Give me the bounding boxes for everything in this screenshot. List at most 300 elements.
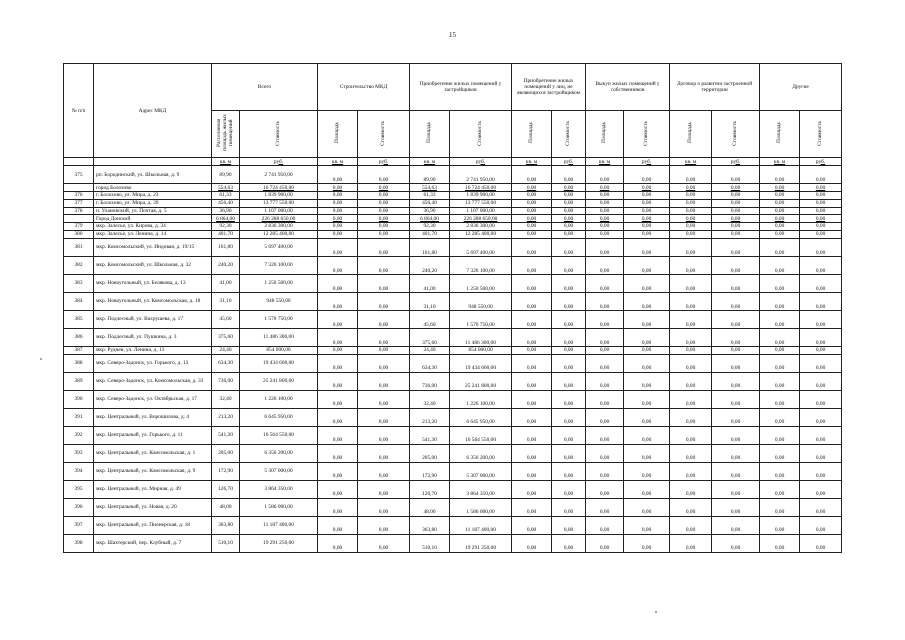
- development-area: 0,00: [670, 166, 712, 184]
- buyout-cost: 0,00: [624, 184, 670, 192]
- unit-cell: [94, 158, 212, 166]
- construction-area: 0,00: [318, 354, 358, 372]
- row-number: 375: [64, 166, 94, 184]
- subheader-cost: Стоимость: [240, 111, 318, 158]
- subheader-cost: Стоимость: [624, 111, 670, 158]
- unit-area: кв. м: [760, 158, 800, 166]
- buyout-area: 0,00: [586, 215, 624, 223]
- construction-area: 0,00: [318, 256, 358, 274]
- construction-cost: 0,00: [358, 328, 410, 346]
- total-cost: 11 486 300,00: [240, 328, 318, 346]
- total-area: 510,10: [212, 534, 240, 552]
- buyout-cost: 0,00: [624, 346, 670, 354]
- construction-cost: 0,00: [358, 426, 410, 444]
- purchase-nondev-area: 0,00: [512, 199, 552, 207]
- row-address: мкр. Центральный, ул. Комсомольская, д. 9: [94, 462, 212, 480]
- unit-rub: руб.: [240, 158, 318, 166]
- total-cost: 854 000,00: [240, 346, 318, 354]
- subheader-cost: Стоимость: [800, 111, 842, 158]
- row-number: 384: [64, 292, 94, 310]
- row-address: п. Улановский, ул. Почтая, д. 5: [94, 207, 212, 215]
- construction-cost: 0,00: [358, 215, 410, 223]
- housing-table: [63, 63, 842, 553]
- development-area: 0,00: [670, 354, 712, 372]
- other-area: 0,00: [760, 328, 800, 346]
- development-area: 0,00: [670, 256, 712, 274]
- other-area: 0,00: [760, 199, 800, 207]
- construction-cost: 0,00: [358, 166, 410, 184]
- development-area: 0,00: [670, 292, 712, 310]
- purchase-dev-area: 375,60: [410, 328, 450, 346]
- other-area: 0,00: [760, 354, 800, 372]
- development-cost: 0,00: [712, 516, 760, 534]
- other-cost: 0,00: [800, 274, 842, 292]
- purchase-nondev-area: 0,00: [512, 534, 552, 552]
- development-area: 0,00: [670, 346, 712, 354]
- row-address: мкр. Центральный, ул. Комсомольская, д. 1: [94, 444, 212, 462]
- total-cost: 5 697 400,00: [240, 238, 318, 256]
- total-cost: 1 570 750,00: [240, 310, 318, 328]
- total-area: 161,80: [212, 238, 240, 256]
- purchase-nondev-cost: 0,00: [552, 199, 586, 207]
- other-area: 0,00: [760, 480, 800, 498]
- construction-cost: 0,00: [358, 238, 410, 256]
- buyout-area: 0,00: [586, 408, 624, 426]
- row-address: Город Донской: [94, 215, 212, 223]
- purchase-dev-cost: 854 000,00: [450, 346, 512, 354]
- row-number: 380: [64, 230, 94, 238]
- row-address: мкр. Северо-Задонск, ул. Октябрьская, д. 17: [94, 390, 212, 408]
- purchase-nondev-cost: 0,00: [552, 354, 586, 372]
- other-cost: 0,00: [800, 192, 842, 200]
- row-address: мкр. Центральный, ул. Новая, д. 20: [94, 498, 212, 516]
- row-number: 394: [64, 462, 94, 480]
- purchase-nondev-area: 0,00: [512, 516, 552, 534]
- total-cost: 16 564 550,00: [240, 426, 318, 444]
- purchase-dev-area: 363,80: [410, 516, 450, 534]
- purchase-nondev-cost: 0,00: [552, 480, 586, 498]
- table-body: [64, 166, 842, 552]
- buyout-cost: 0,00: [624, 166, 670, 184]
- construction-area: 0,00: [318, 516, 358, 534]
- purchase-dev-cost: 2 741 950,00: [450, 166, 512, 184]
- header-buyout: Выкуп жилых помещений у собственников: [586, 64, 670, 111]
- construction-cost: 0,00: [358, 184, 410, 192]
- total-cost: 1 839 900,00: [240, 192, 318, 200]
- other-area: 0,00: [760, 207, 800, 215]
- header-purchase-non-developers: Приобретение жилых помещений у лиц, не являющихся застройщиком: [512, 64, 586, 111]
- row-address: мкр. Центральный, ул. Пионерская, д. 18: [94, 516, 212, 534]
- other-area: 0,00: [760, 274, 800, 292]
- construction-cost: 0,00: [358, 310, 410, 328]
- row-number: 379: [64, 223, 94, 231]
- purchase-dev-area: 92,30: [410, 223, 450, 231]
- purchase-dev-area: 36,90: [410, 207, 450, 215]
- other-cost: 0,00: [800, 462, 842, 480]
- construction-area: 0,00: [318, 408, 358, 426]
- buyout-cost: 0,00: [624, 444, 670, 462]
- purchase-dev-cost: 1 226 100,00: [450, 390, 512, 408]
- purchase-dev-area: 456,40: [410, 199, 450, 207]
- purchase-nondev-area: 0,00: [512, 426, 552, 444]
- total-cost: 19 291 250,00: [240, 534, 318, 552]
- total-area: 401,70: [212, 230, 240, 238]
- unit-rub: руб.: [712, 158, 760, 166]
- purchase-dev-area: 6 864,00: [410, 215, 450, 223]
- row-address: мкр. Северо-Задонск, ул. Горького, д. 13: [94, 354, 212, 372]
- row-number: 376: [64, 192, 94, 200]
- table-row: [64, 292, 842, 310]
- subheader-area: Площадь: [318, 111, 358, 158]
- buyout-area: 0,00: [586, 346, 624, 354]
- total-area: 45,60: [212, 310, 240, 328]
- construction-cost: 0,00: [358, 223, 410, 231]
- table-row: [64, 346, 842, 354]
- construction-cost: 0,00: [358, 207, 410, 215]
- unit-area: кв. м: [212, 158, 240, 166]
- row-number: 397: [64, 516, 94, 534]
- total-cost: 19 434 600,00: [240, 354, 318, 372]
- buyout-area: 0,00: [586, 199, 624, 207]
- row-address: мкр. Центральный, ул. Ворошилова, д. 4: [94, 408, 212, 426]
- construction-area: 0,00: [318, 534, 358, 552]
- construction-area: 0,00: [318, 346, 358, 354]
- row-number: 391: [64, 408, 94, 426]
- row-address: рп. Бородинский, ул. Школьная, д. 9: [94, 166, 212, 184]
- purchase-dev-cost: 16 564 550,00: [450, 426, 512, 444]
- purchase-dev-area: 32,40: [410, 390, 450, 408]
- other-cost: 0,00: [800, 238, 842, 256]
- construction-area: 0,00: [318, 166, 358, 184]
- other-cost: 0,00: [800, 166, 842, 184]
- purchase-nondev-cost: 0,00: [552, 215, 586, 223]
- purchase-dev-area: 126,70: [410, 480, 450, 498]
- construction-area: 0,00: [318, 390, 358, 408]
- buyout-cost: 0,00: [624, 372, 670, 390]
- construction-area: 0,00: [318, 274, 358, 292]
- buyout-area: 0,00: [586, 516, 624, 534]
- total-area: 456,40: [212, 199, 240, 207]
- purchase-nondev-cost: 0,00: [552, 426, 586, 444]
- table-row: [64, 480, 842, 498]
- buyout-area: 0,00: [586, 184, 624, 192]
- purchase-nondev-cost: 0,00: [552, 292, 586, 310]
- subheader-cost: Стоимость: [450, 111, 512, 158]
- buyout-area: 0,00: [586, 534, 624, 552]
- row-number: 385: [64, 310, 94, 328]
- other-area: 0,00: [760, 444, 800, 462]
- construction-cost: 0,00: [358, 480, 410, 498]
- development-cost: 0,00: [712, 346, 760, 354]
- purchase-nondev-area: 0,00: [512, 346, 552, 354]
- development-cost: 0,00: [712, 199, 760, 207]
- total-area: 240,20: [212, 256, 240, 274]
- row-number: 377: [64, 199, 94, 207]
- row-number: 381: [64, 238, 94, 256]
- purchase-nondev-cost: 0,00: [552, 444, 586, 462]
- development-area: 0,00: [670, 184, 712, 192]
- subtotal-row: [64, 184, 842, 192]
- other-cost: 0,00: [800, 516, 842, 534]
- purchase-nondev-cost: 0,00: [552, 462, 586, 480]
- table-row: [64, 354, 842, 372]
- construction-cost: 0,00: [358, 354, 410, 372]
- other-cost: 0,00: [800, 292, 842, 310]
- purchase-dev-area: 554,63: [410, 184, 450, 192]
- purchase-dev-cost: 6 356 200,00: [450, 444, 512, 462]
- construction-area: 0,00: [318, 238, 358, 256]
- development-area: 0,00: [670, 516, 712, 534]
- purchase-dev-area: 205,00: [410, 444, 450, 462]
- other-area: 0,00: [760, 223, 800, 231]
- purchase-nondev-cost: 0,00: [552, 274, 586, 292]
- development-area: 0,00: [670, 480, 712, 498]
- table-header: [64, 64, 842, 166]
- subheader-cost: Стоимость: [712, 111, 760, 158]
- development-cost: 0,00: [712, 230, 760, 238]
- table-row: [64, 230, 842, 238]
- purchase-dev-cost: 11 187 400,00: [450, 516, 512, 534]
- scan-speck: [655, 611, 657, 613]
- purchase-nondev-cost: 0,00: [552, 534, 586, 552]
- purchase-dev-area: 61,33: [410, 192, 450, 200]
- development-area: 0,00: [670, 199, 712, 207]
- row-address: мкр. Руднев, ул. Ленина, д. 13: [94, 346, 212, 354]
- development-area: 0,00: [670, 426, 712, 444]
- unit-rub: руб.: [800, 158, 842, 166]
- row-address: город Болохово: [94, 184, 212, 192]
- row-number: [64, 215, 94, 223]
- buyout-cost: 0,00: [624, 207, 670, 215]
- development-cost: 0,00: [712, 184, 760, 192]
- total-cost: 1 226 100,00: [240, 390, 318, 408]
- row-number: 396: [64, 498, 94, 516]
- development-area: 0,00: [670, 390, 712, 408]
- development-cost: 0,00: [712, 498, 760, 516]
- purchase-nondev-area: 0,00: [512, 238, 552, 256]
- buyout-area: 0,00: [586, 166, 624, 184]
- subheader-cost: Стоимость: [552, 111, 586, 158]
- development-cost: 0,00: [712, 462, 760, 480]
- other-cost: 0,00: [800, 408, 842, 426]
- other-area: 0,00: [760, 372, 800, 390]
- subheader-area: Площадь: [760, 111, 800, 158]
- total-area: 126,70: [212, 480, 240, 498]
- buyout-area: 0,00: [586, 462, 624, 480]
- table-row: [64, 310, 842, 328]
- purchase-nondev-area: 0,00: [512, 274, 552, 292]
- row-address: г. Болохово, ул. Мира, д. 23: [94, 192, 212, 200]
- purchase-dev-area: 213,20: [410, 408, 450, 426]
- construction-cost: 0,00: [358, 274, 410, 292]
- buyout-cost: 0,00: [624, 408, 670, 426]
- purchase-nondev-area: 0,00: [512, 192, 552, 200]
- purchase-dev-area: 634,30: [410, 354, 450, 372]
- row-number: 389: [64, 372, 94, 390]
- buyout-cost: 0,00: [624, 223, 670, 231]
- purchase-nondev-area: 0,00: [512, 223, 552, 231]
- table-row: [64, 166, 842, 184]
- other-area: 0,00: [760, 534, 800, 552]
- buyout-cost: 0,00: [624, 310, 670, 328]
- total-area: 89,90: [212, 166, 240, 184]
- purchase-dev-cost: 5 307 000,00: [450, 462, 512, 480]
- development-area: 0,00: [670, 238, 712, 256]
- row-number: [64, 184, 94, 192]
- total-cost: 13 777 550,00: [240, 199, 318, 207]
- development-area: 0,00: [670, 230, 712, 238]
- construction-cost: 0,00: [358, 498, 410, 516]
- buyout-area: 0,00: [586, 238, 624, 256]
- other-cost: 0,00: [800, 426, 842, 444]
- row-address: мкр. Новоугольный, ул. Комсомольская, д. 18: [94, 292, 212, 310]
- purchase-nondev-cost: 0,00: [552, 230, 586, 238]
- row-number: 382: [64, 256, 94, 274]
- total-area: 24,40: [212, 346, 240, 354]
- buyout-area: 0,00: [586, 192, 624, 200]
- purchase-nondev-cost: 0,00: [552, 207, 586, 215]
- buyout-cost: 0,00: [624, 199, 670, 207]
- purchase-dev-cost: 1 570 750,00: [450, 310, 512, 328]
- purchase-dev-cost: 16 724 450,00: [450, 184, 512, 192]
- purchase-dev-cost: 12 285 400,00: [450, 230, 512, 238]
- other-area: 0,00: [760, 256, 800, 274]
- row-number: 395: [64, 480, 94, 498]
- development-cost: 0,00: [712, 215, 760, 223]
- table-row: [64, 223, 842, 231]
- buyout-area: 0,00: [586, 207, 624, 215]
- buyout-area: 0,00: [586, 292, 624, 310]
- development-area: 0,00: [670, 274, 712, 292]
- total-cost: 11 187 400,00: [240, 516, 318, 534]
- other-cost: 0,00: [800, 256, 842, 274]
- total-cost: 2 836 300,00: [240, 223, 318, 231]
- purchase-dev-cost: 6 645 950,00: [450, 408, 512, 426]
- purchase-nondev-cost: 0,00: [552, 184, 586, 192]
- purchase-nondev-area: 0,00: [512, 184, 552, 192]
- development-cost: 0,00: [712, 310, 760, 328]
- total-cost: 6 645 950,00: [240, 408, 318, 426]
- header-address: Адрес МКД: [94, 64, 212, 158]
- construction-area: 0,00: [318, 480, 358, 498]
- other-area: 0,00: [760, 408, 800, 426]
- development-cost: 0,00: [712, 192, 760, 200]
- table-row: [64, 426, 842, 444]
- buyout-area: 0,00: [586, 274, 624, 292]
- total-cost: 7 326 100,00: [240, 256, 318, 274]
- purchase-dev-area: 172,90: [410, 462, 450, 480]
- total-area: 554,63: [212, 184, 240, 192]
- development-cost: 0,00: [712, 274, 760, 292]
- subheader-cost: Стоимость: [358, 111, 410, 158]
- total-area: 31,10: [212, 292, 240, 310]
- construction-area: 0,00: [318, 215, 358, 223]
- buyout-cost: 0,00: [624, 238, 670, 256]
- subheader-resettled-area: Расселяемая площадь жилых помещений: [212, 111, 240, 158]
- development-area: 0,00: [670, 408, 712, 426]
- row-address: мкр. Подлесный, ул. Пушкина, д. 3: [94, 328, 212, 346]
- purchase-nondev-cost: 0,00: [552, 498, 586, 516]
- row-address: мкр. Залесье, ул. Ленина, д. 14: [94, 230, 212, 238]
- purchase-nondev-area: 0,00: [512, 372, 552, 390]
- purchase-dev-area: 24,40: [410, 346, 450, 354]
- other-area: 0,00: [760, 516, 800, 534]
- purchase-dev-cost: 19 291 250,00: [450, 534, 512, 552]
- row-number: 398: [64, 534, 94, 552]
- development-area: 0,00: [670, 462, 712, 480]
- buyout-area: 0,00: [586, 372, 624, 390]
- purchase-dev-cost: 5 697 400,00: [450, 238, 512, 256]
- development-area: 0,00: [670, 223, 712, 231]
- purchase-nondev-area: 0,00: [512, 480, 552, 498]
- purchase-nondev-cost: 0,00: [552, 328, 586, 346]
- page-number: 15: [449, 31, 456, 39]
- development-cost: 0,00: [712, 256, 760, 274]
- total-cost: 25 241 800,00: [240, 372, 318, 390]
- construction-cost: 0,00: [358, 346, 410, 354]
- total-cost: 1 250 500,00: [240, 274, 318, 292]
- construction-cost: 0,00: [358, 256, 410, 274]
- construction-area: 0,00: [318, 444, 358, 462]
- row-address: мкр. Комсомольский, ул. Школьная, д. 32: [94, 256, 212, 274]
- purchase-dev-area: 161,80: [410, 238, 450, 256]
- construction-area: 0,00: [318, 292, 358, 310]
- total-cost: 6 356 200,00: [240, 444, 318, 462]
- purchase-dev-area: 45,60: [410, 310, 450, 328]
- unit-rub: руб.: [450, 158, 512, 166]
- total-area: 41,00: [212, 274, 240, 292]
- purchase-nondev-area: 0,00: [512, 390, 552, 408]
- other-cost: 0,00: [800, 498, 842, 516]
- table-row: [64, 444, 842, 462]
- purchase-nondev-area: 0,00: [512, 354, 552, 372]
- buyout-area: 0,00: [586, 230, 624, 238]
- development-cost: 0,00: [712, 238, 760, 256]
- development-cost: 0,00: [712, 292, 760, 310]
- construction-cost: 0,00: [358, 390, 410, 408]
- other-area: 0,00: [760, 184, 800, 192]
- buyout-area: 0,00: [586, 256, 624, 274]
- total-area: 363,80: [212, 516, 240, 534]
- other-area: 0,00: [760, 390, 800, 408]
- row-address: мкр. Новоугольный, ул. Белякова, д. 13: [94, 274, 212, 292]
- purchase-nondev-area: 0,00: [512, 498, 552, 516]
- other-area: 0,00: [760, 166, 800, 184]
- purchase-dev-area: 510,10: [410, 534, 450, 552]
- purchase-nondev-area: 0,00: [512, 408, 552, 426]
- row-number: 383: [64, 274, 94, 292]
- total-cost: 5 307 000,00: [240, 462, 318, 480]
- other-cost: 0,00: [800, 328, 842, 346]
- development-cost: 0,00: [712, 354, 760, 372]
- development-cost: 0,00: [712, 390, 760, 408]
- table-row: [64, 516, 842, 534]
- subheader-area: Площадь: [670, 111, 712, 158]
- purchase-nondev-area: 0,00: [512, 207, 552, 215]
- other-area: 0,00: [760, 498, 800, 516]
- row-number: 392: [64, 426, 94, 444]
- other-area: 0,00: [760, 462, 800, 480]
- total-area: 205,00: [212, 444, 240, 462]
- purchase-dev-cost: 226 288 650,00: [450, 215, 512, 223]
- buyout-area: 0,00: [586, 223, 624, 231]
- purchase-nondev-area: 0,00: [512, 444, 552, 462]
- purchase-nondev-cost: 0,00: [552, 223, 586, 231]
- purchase-dev-area: 31,10: [410, 292, 450, 310]
- total-area: 48,00: [212, 498, 240, 516]
- other-area: 0,00: [760, 310, 800, 328]
- other-area: 0,00: [760, 230, 800, 238]
